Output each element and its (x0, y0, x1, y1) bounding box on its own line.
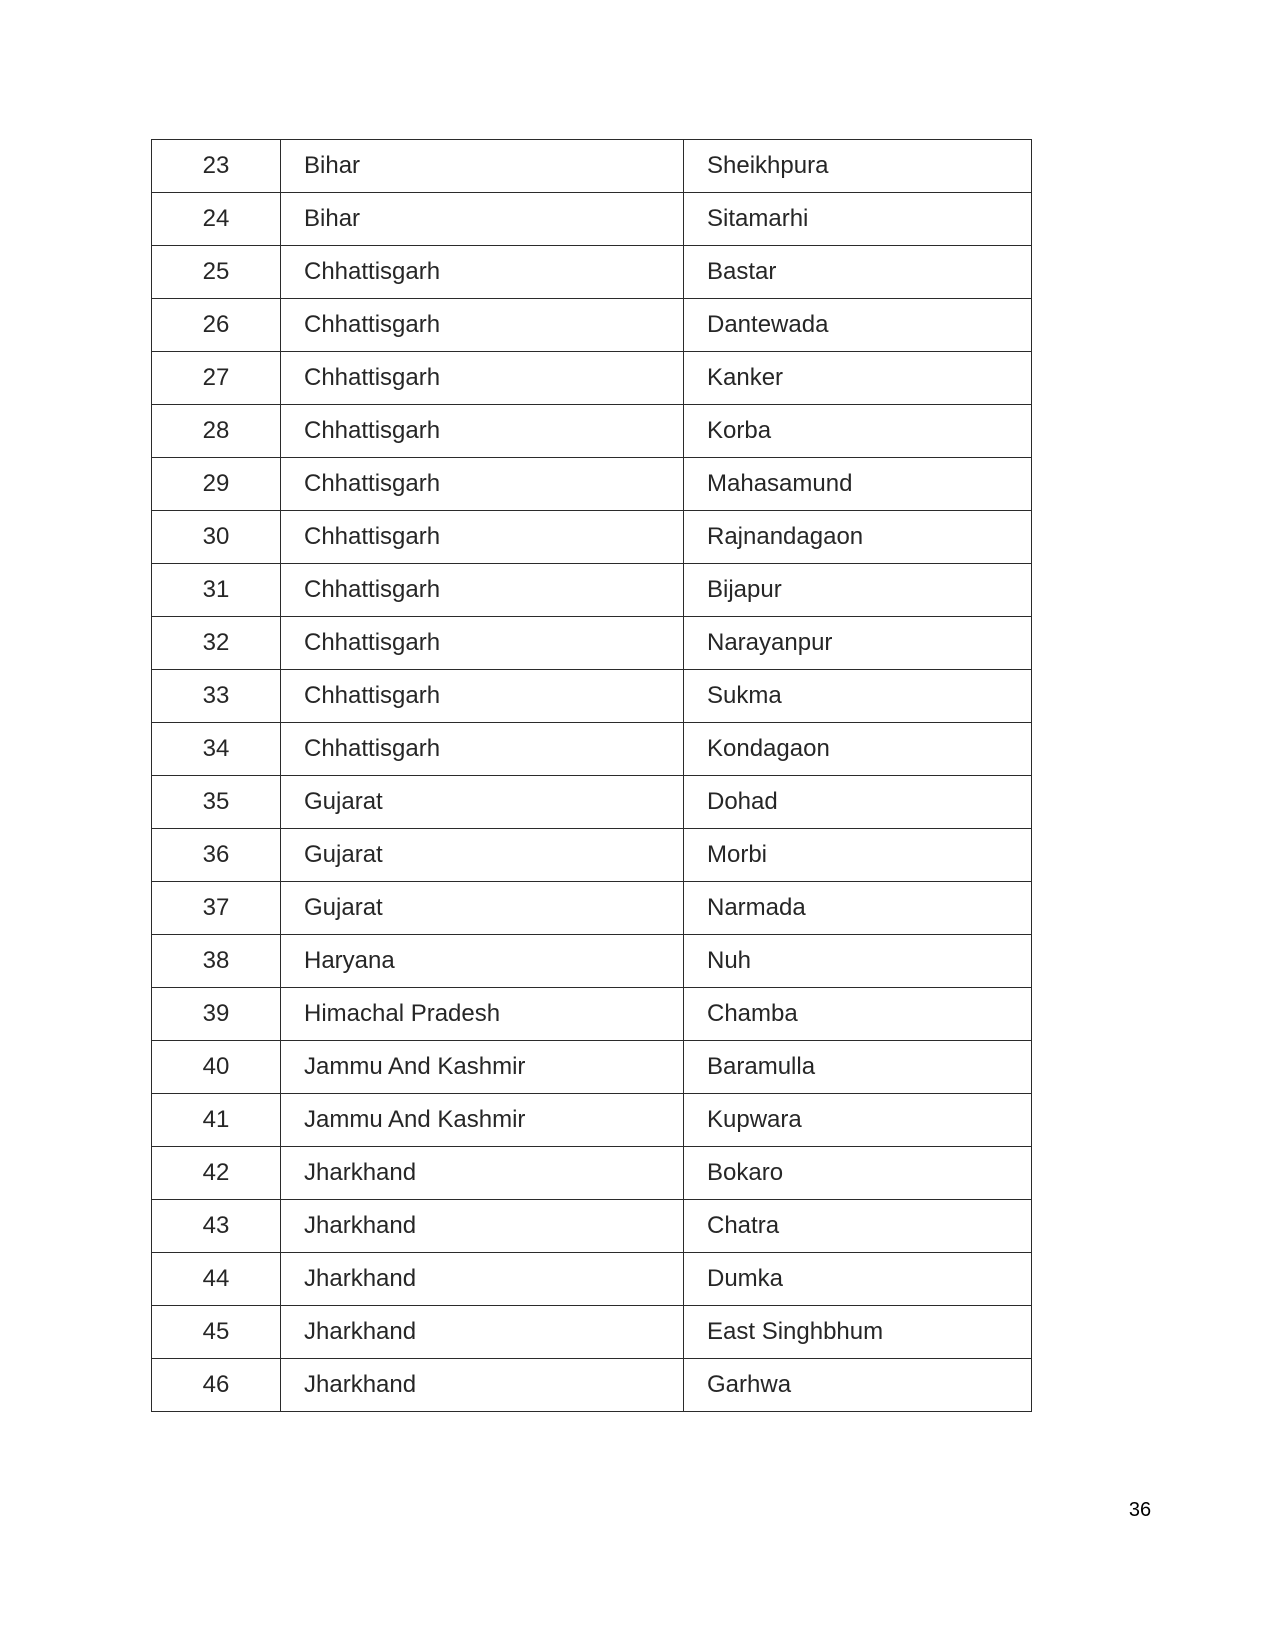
table-row (152, 1200, 1032, 1253)
table-row (152, 1147, 1032, 1200)
serial-number-cell: 41 (152, 1094, 281, 1147)
serial-number-cell: 43 (152, 1200, 281, 1253)
district-cell: Bastar (684, 246, 1032, 299)
state-cell: Jharkhand (281, 1306, 684, 1359)
district-cell: Sitamarhi (684, 193, 1032, 246)
district-cell: Kupwara (684, 1094, 1032, 1147)
state-cell: Chhattisgarh (281, 246, 684, 299)
table-row (152, 776, 1032, 829)
table-row (152, 564, 1032, 617)
state-cell: Chhattisgarh (281, 299, 684, 352)
table-row (152, 882, 1032, 935)
district-cell: Mahasamund (684, 458, 1032, 511)
state-cell: Jharkhand (281, 1200, 684, 1253)
state-cell: Chhattisgarh (281, 564, 684, 617)
serial-number-cell: 30 (152, 511, 281, 564)
serial-number-cell: 29 (152, 458, 281, 511)
serial-number-cell: 46 (152, 1359, 281, 1412)
district-cell: Sukma (684, 670, 1032, 723)
serial-number-cell: 27 (152, 352, 281, 405)
state-cell: Bihar (281, 140, 684, 193)
table-row (152, 193, 1032, 246)
table-row (152, 405, 1032, 458)
table-row (152, 299, 1032, 352)
serial-number-cell: 24 (152, 193, 281, 246)
table-row (152, 1041, 1032, 1094)
district-cell: Dohad (684, 776, 1032, 829)
page-number: 36 (1128, 1499, 1152, 1521)
state-cell: Jammu And Kashmir (281, 1041, 684, 1094)
state-cell: Chhattisgarh (281, 458, 684, 511)
serial-number-cell: 28 (152, 405, 281, 458)
district-cell: Rajnandagaon (684, 511, 1032, 564)
district-cell: Narayanpur (684, 617, 1032, 670)
table-row (152, 670, 1032, 723)
serial-number-cell: 44 (152, 1253, 281, 1306)
table-row (152, 511, 1032, 564)
district-cell: Kondagaon (684, 723, 1032, 776)
state-cell: Chhattisgarh (281, 723, 684, 776)
district-cell: Bokaro (684, 1147, 1032, 1200)
district-cell: Chamba (684, 988, 1032, 1041)
district-table (151, 139, 1032, 1412)
district-cell: Bijapur (684, 564, 1032, 617)
serial-number-cell: 26 (152, 299, 281, 352)
district-cell: Garhwa (684, 1359, 1032, 1412)
serial-number-cell: 35 (152, 776, 281, 829)
state-cell: Chhattisgarh (281, 511, 684, 564)
serial-number-cell: 37 (152, 882, 281, 935)
state-cell: Himachal Pradesh (281, 988, 684, 1041)
district-cell: Narmada (684, 882, 1032, 935)
serial-number-cell: 45 (152, 1306, 281, 1359)
district-cell: Chatra (684, 1200, 1032, 1253)
state-cell: Bihar (281, 193, 684, 246)
district-cell: Nuh (684, 935, 1032, 988)
district-cell: Dantewada (684, 299, 1032, 352)
state-cell: Jharkhand (281, 1359, 684, 1412)
state-cell: Chhattisgarh (281, 405, 684, 458)
serial-number-cell: 38 (152, 935, 281, 988)
state-cell: Haryana (281, 935, 684, 988)
serial-number-cell: 36 (152, 829, 281, 882)
table-row (152, 140, 1032, 193)
serial-number-cell: 23 (152, 140, 281, 193)
district-cell: Kanker (684, 352, 1032, 405)
state-cell: Gujarat (281, 776, 684, 829)
serial-number-cell: 34 (152, 723, 281, 776)
district-cell: Dumka (684, 1253, 1032, 1306)
table-row (152, 617, 1032, 670)
table-row (152, 988, 1032, 1041)
state-cell: Chhattisgarh (281, 670, 684, 723)
district-cell: Korba (684, 405, 1032, 458)
district-cell: East Singhbhum (684, 1306, 1032, 1359)
district-cell: Morbi (684, 829, 1032, 882)
serial-number-cell: 33 (152, 670, 281, 723)
state-cell: Gujarat (281, 829, 684, 882)
serial-number-cell: 25 (152, 246, 281, 299)
table-row (152, 1306, 1032, 1359)
table-row (152, 829, 1032, 882)
state-cell: Jharkhand (281, 1147, 684, 1200)
district-cell: Sheikhpura (684, 140, 1032, 193)
table-row (152, 1094, 1032, 1147)
serial-number-cell: 31 (152, 564, 281, 617)
serial-number-cell: 42 (152, 1147, 281, 1200)
table-row (152, 246, 1032, 299)
table-body (152, 140, 1032, 1412)
district-cell: Baramulla (684, 1041, 1032, 1094)
state-cell: Chhattisgarh (281, 352, 684, 405)
state-cell: Jammu And Kashmir (281, 1094, 684, 1147)
table-row (152, 352, 1032, 405)
state-cell: Jharkhand (281, 1253, 684, 1306)
serial-number-cell: 39 (152, 988, 281, 1041)
table-row (152, 935, 1032, 988)
serial-number-cell: 32 (152, 617, 281, 670)
table-row (152, 1253, 1032, 1306)
table-row (152, 1359, 1032, 1412)
table-row (152, 458, 1032, 511)
serial-number-cell: 40 (152, 1041, 281, 1094)
state-cell: Chhattisgarh (281, 617, 684, 670)
table-row (152, 723, 1032, 776)
state-cell: Gujarat (281, 882, 684, 935)
